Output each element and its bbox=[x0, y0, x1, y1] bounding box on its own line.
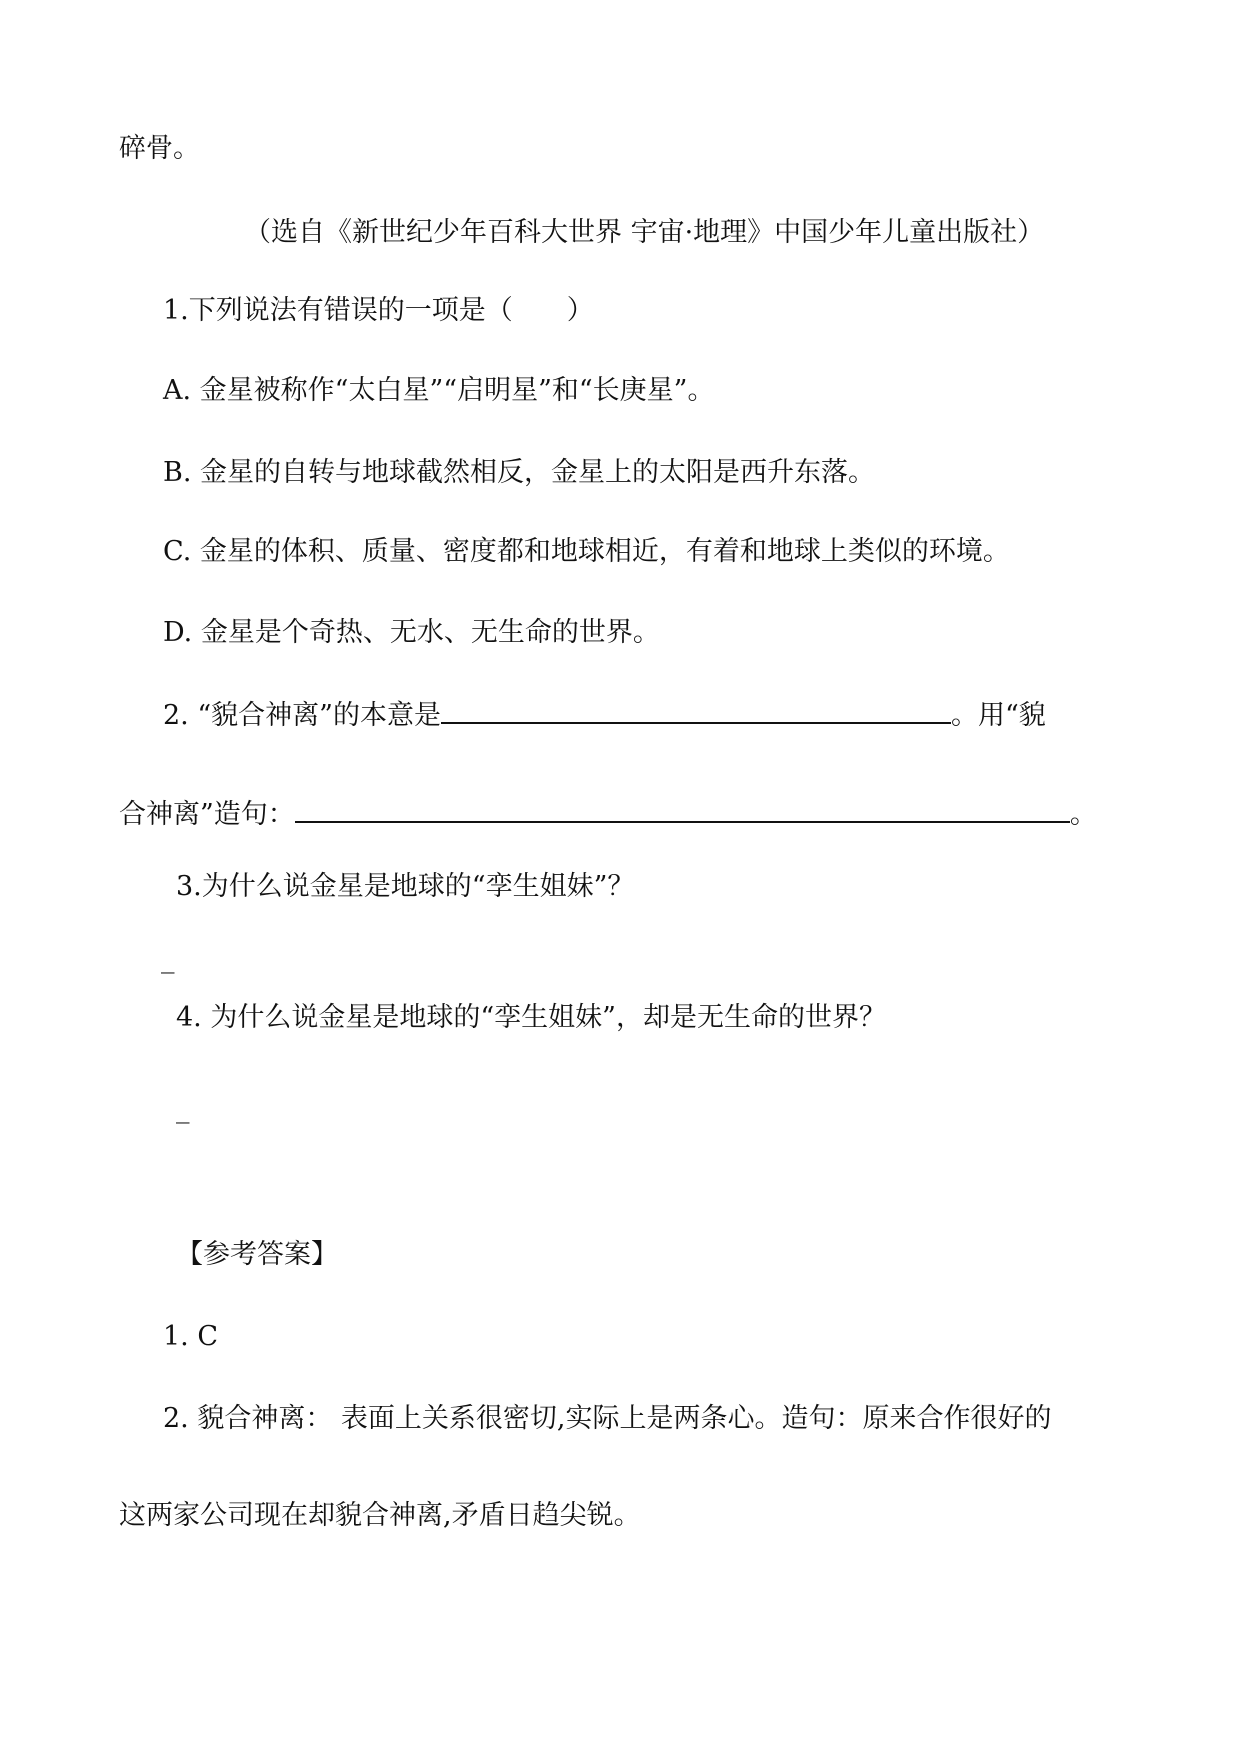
passage-ending: 碎骨。 bbox=[119, 133, 200, 164]
question-2-text-b: 。用“貌 bbox=[950, 700, 1046, 731]
question-1-option-d: D. 金星是个奇热、无水、无生命的世界。 bbox=[163, 617, 660, 648]
question-2-line-2 bbox=[119, 795, 1097, 829]
answer-1: 1. C bbox=[163, 1321, 219, 1352]
answers-heading: 【参考答案】 bbox=[176, 1239, 338, 1270]
meaning-answer-blank[interactable] bbox=[441, 696, 951, 724]
source-citation: （选自《新世纪少年百科大世界 宇宙·地理》中国少年儿童出版社） bbox=[244, 217, 1045, 248]
question-2-text-a: 2. “貌合神离”的本意是 bbox=[163, 700, 441, 731]
question-4-answer-mark[interactable]: _ bbox=[176, 1093, 190, 1124]
question-2-text-d: 。 bbox=[1069, 799, 1097, 830]
sentence-answer-blank[interactable] bbox=[295, 795, 1070, 823]
question-3-answer-mark[interactable]: _ bbox=[161, 943, 175, 974]
question-1-option-b: B. 金星的自转与地球截然相反，金星上的太阳是西升东落。 bbox=[163, 457, 876, 488]
question-1-stem: 1.下列说法有错误的一项是（ ） bbox=[163, 295, 594, 326]
question-1-option-c: C. 金星的体积、质量、密度都和地球相近，有着和地球上类似的环境。 bbox=[163, 536, 1010, 567]
answer-2-line-2: 这两家公司现在却貌合神离,矛盾日趋尖锐。 bbox=[119, 1500, 641, 1531]
question-2-line-1 bbox=[163, 696, 1046, 730]
question-2-text-c: 合神离”造句： bbox=[119, 799, 295, 830]
question-4-stem: 4. 为什么说金星是地球的“孪生姐妹”，却是无生命的世界？ bbox=[176, 1002, 886, 1033]
answer-2-line-1: 2. 貌合神离： 表面上关系很密切,实际上是两条心。造句：原来合作很好的 bbox=[163, 1403, 1052, 1434]
question-3-stem: 3.为什么说金星是地球的“孪生姐妹”？ bbox=[176, 871, 635, 902]
question-1-option-a: A. 金星被称作“太白星”“启明星”和“长庚星”。 bbox=[163, 375, 715, 406]
